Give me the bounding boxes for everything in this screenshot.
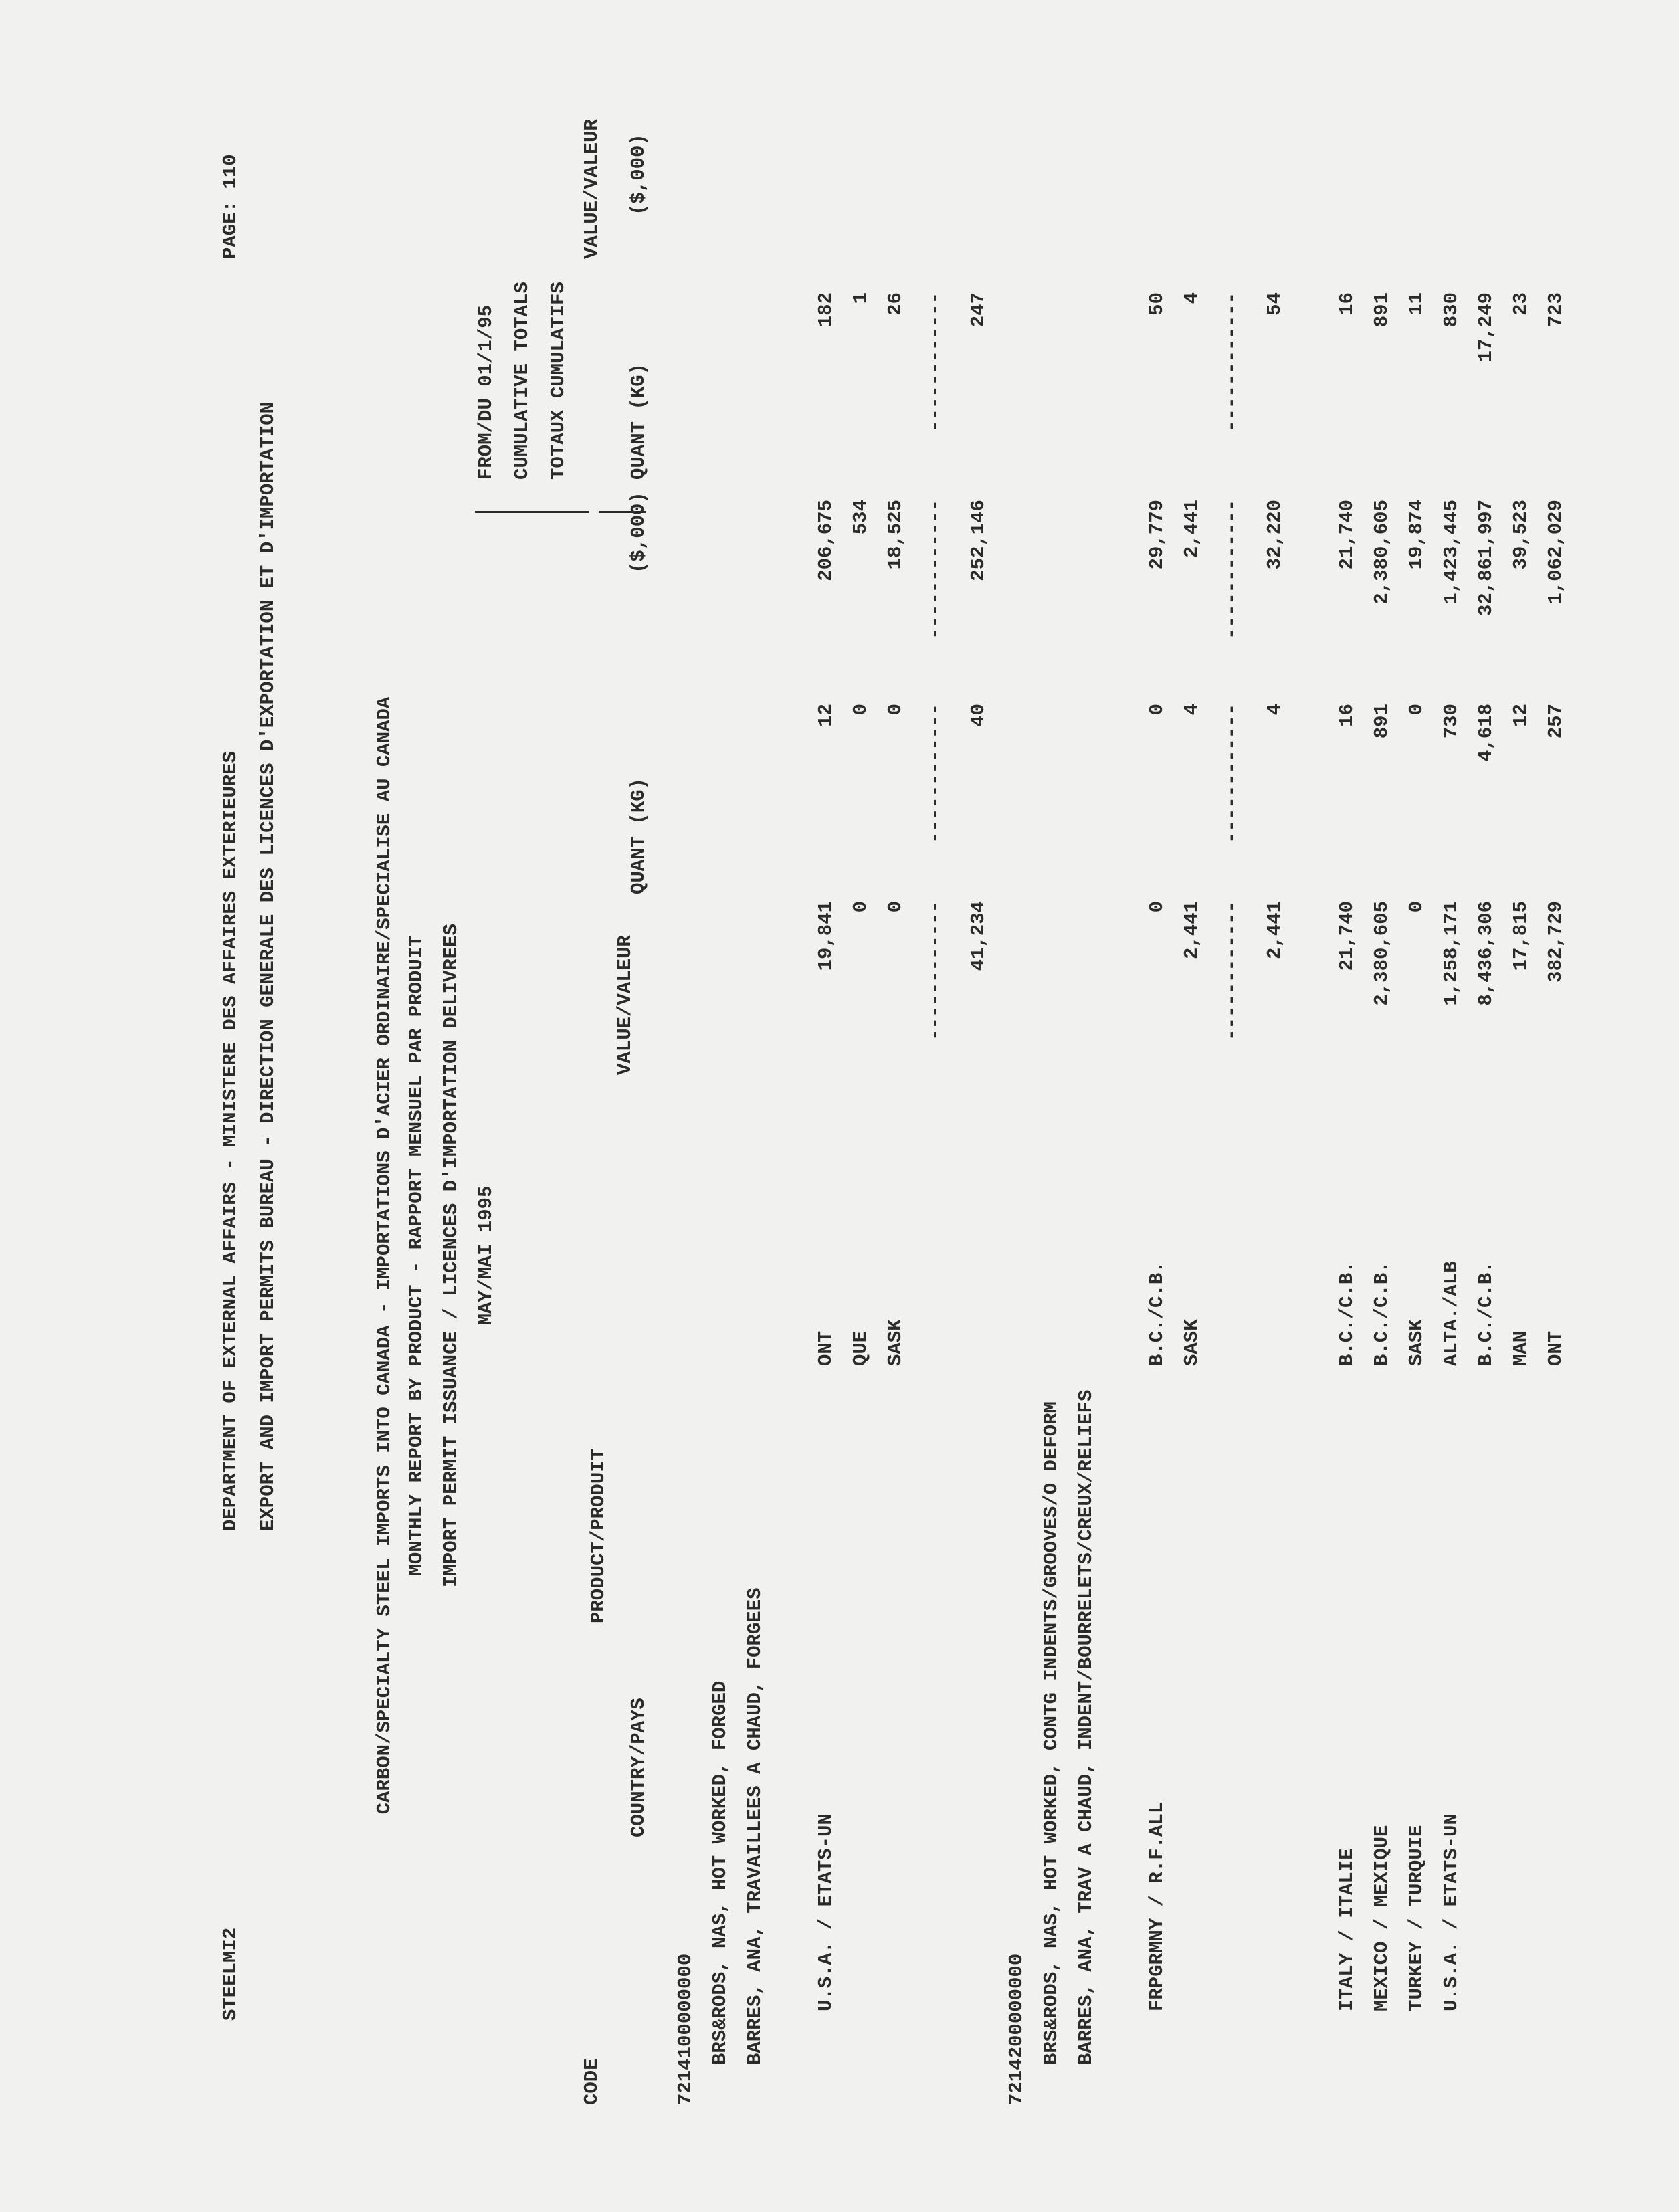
cumulative-quantity-cell: 21,740 — [1336, 500, 1358, 570]
separator: ------------ — [924, 704, 947, 843]
cumulative-value-cell: 830 — [1440, 292, 1462, 328]
cumulative-quantity-cell: 252,146 — [967, 500, 989, 581]
bureau-line: EXPORT AND IMPORT PERMITS BUREAU - DIRECTION GENERALE DES LICENCES D'EXPORTATION ET D'IMPORTATION — [257, 401, 279, 1531]
quantity-cell: 2,380,605 — [1371, 901, 1393, 1006]
separator: ------------ — [1221, 704, 1243, 843]
section-description-en: BRS&RODS, NAS, HOT WORKED, FORGED — [709, 1680, 731, 2065]
report-id: STEELMI2 — [219, 1927, 241, 2021]
value-cell: 4,618 — [1475, 704, 1497, 763]
cumulative-quantity-cell: 32,861,997 — [1475, 500, 1497, 617]
cumulative-quantity-cell: 1,062,029 — [1545, 500, 1567, 605]
quantity-cell: 2,441 — [1264, 901, 1286, 960]
value-cell: 730 — [1440, 704, 1462, 739]
separator: ------------ — [1221, 901, 1243, 1041]
cumulative-value-cell: 54 — [1264, 292, 1286, 316]
country-cell: MEXICO / MEXIQUE — [1371, 1825, 1393, 2011]
value-cell: 0 — [884, 704, 906, 716]
country-cell: TURKEY / TURQUIE — [1405, 1825, 1427, 2011]
province-cell: QUE — [850, 1330, 872, 1366]
cumulative-value-cell: 26 — [884, 292, 906, 316]
separator: ------------ — [924, 901, 947, 1041]
cumulative-value-cell: 1 — [850, 292, 872, 304]
province-cell: B.C./C.B. — [1336, 1261, 1358, 1366]
cumulative-quantity-cell: 29,779 — [1146, 500, 1168, 570]
quantity-cell: 17,815 — [1510, 901, 1532, 971]
country-cell: ITALY / ITALIE — [1336, 1848, 1358, 2011]
section-description-fr: BARRES, ANA, TRAVAILLEES A CHAUD, FORGEES — [744, 1587, 766, 2065]
cumulative-value-cell: 50 — [1146, 292, 1168, 316]
quantity-cell: 21,740 — [1336, 901, 1358, 971]
col-country: COUNTRY/PAYS — [627, 1698, 650, 1837]
quantity-cell: 0 — [850, 901, 872, 913]
province-cell: SASK — [884, 1319, 906, 1366]
separator: ------------ — [1221, 500, 1243, 639]
cumulative-value-cell: 247 — [967, 292, 989, 328]
value-cell: 4 — [1181, 704, 1203, 716]
col-unit-cumulative: ($,000) — [627, 134, 650, 215]
report-period: MAY/MAI 1995 — [475, 1185, 497, 1326]
value-cell: 257 — [1545, 704, 1567, 739]
cumulative-value-cell: 891 — [1371, 292, 1393, 328]
cumulative-value-cell: 17,249 — [1475, 292, 1497, 363]
quantity-cell: 41,234 — [967, 901, 989, 971]
value-cell: 16 — [1336, 704, 1358, 727]
cumulative-quantity-cell: 32,220 — [1264, 500, 1286, 570]
cumulative-quantity-cell: 206,675 — [815, 500, 837, 581]
cumulative-quantity-cell: 39,523 — [1510, 500, 1532, 570]
value-cell: 12 — [1510, 704, 1532, 727]
section-code: 7214200000000 — [1005, 1953, 1027, 2105]
cumulative-value-cell: 16 — [1336, 292, 1358, 316]
cumulative-value-cell: 4 — [1181, 292, 1203, 304]
value-cell: 40 — [967, 704, 989, 727]
col-value-month: VALUE/VALEUR — [614, 935, 636, 1075]
province-cell: MAN — [1510, 1330, 1532, 1366]
cumulative-quantity-cell: 1,423,445 — [1440, 500, 1462, 605]
province-cell: B.C./C.B. — [1371, 1261, 1393, 1366]
cumulative-quantity-cell: 19,874 — [1405, 500, 1427, 570]
report-subtitle-2: IMPORT PERMIT ISSUANCE / LICENCES D'IMPORTATION DELIVREES — [440, 924, 462, 1587]
cumulative-value-cell: 182 — [815, 292, 837, 328]
province-cell: ONT — [815, 1330, 837, 1366]
cumulative-en: CUMULATIVE TOTALS — [511, 282, 533, 480]
section-code: 7214100000000 — [674, 1953, 696, 2105]
province-cell: SASK — [1181, 1319, 1203, 1366]
value-cell: 0 — [850, 704, 872, 716]
page-number: PAGE: 110 — [219, 154, 241, 259]
quantity-cell: 382,729 — [1545, 901, 1567, 983]
province-cell: B.C./C.B. — [1146, 1261, 1168, 1366]
col-unit-month: ($,000) — [627, 492, 650, 573]
province-cell: ONT — [1545, 1330, 1567, 1366]
col-value-cumulative: VALUE/VALEUR — [581, 119, 603, 259]
cumulative-quantity-cell: 2,441 — [1181, 500, 1203, 559]
cumulative-quantity-cell: 534 — [850, 500, 872, 535]
quantity-cell: 19,841 — [815, 901, 837, 971]
country-cell: U.S.A. / ETATS-UN — [1440, 1813, 1462, 2011]
cumulative-quantity-cell: 2,380,605 — [1371, 500, 1393, 605]
value-cell: 0 — [1405, 704, 1427, 716]
separator: ------------ — [924, 500, 947, 639]
quantity-cell: 2,441 — [1181, 901, 1203, 960]
cumulative-value-cell: 23 — [1510, 292, 1532, 316]
section-description-fr: BARRES, ANA, TRAV A CHAUD, INDENT/BOURRELETS/CREUX/RELIEFS — [1075, 1389, 1097, 2065]
country-cell: FRPGRMNY / R.F.ALL — [1146, 1801, 1168, 2011]
col-quant-month: QUANT (KG) — [627, 777, 650, 894]
col-quant-cumulative: QUANT (KG) — [627, 363, 650, 480]
quantity-cell: 1,258,171 — [1440, 901, 1462, 1006]
cumulative-fr: TOTAUX CUMULATIFS — [547, 282, 569, 480]
col-product: PRODUCT/PRODUIT — [587, 1448, 609, 1623]
province-cell: B.C./C.B. — [1475, 1261, 1497, 1366]
report-title: CARBON/SPECIALTY STEEL IMPORTS INTO CANADA - IMPORTATIONS D'ACIER ORDINAIRE/SPECIALISE AU CANADA — [373, 696, 395, 1815]
cumulative-value-cell: 723 — [1545, 292, 1567, 328]
report-subtitle: MONTHLY REPORT BY PRODUCT - RAPPORT MENSUEL PAR PRODUIT — [405, 935, 427, 1576]
separator: ------------ — [924, 292, 947, 432]
section-description-en: BRS&RODS, NAS, HOT WORKED, CONTG INDENTS/GROOVES/O DEFORM — [1040, 1401, 1062, 2065]
column-divider — [475, 511, 589, 513]
value-cell: 12 — [815, 704, 837, 727]
value-cell: 4 — [1264, 704, 1286, 716]
country-cell: U.S.A. / ETATS-UN — [815, 1813, 837, 2011]
quantity-cell: 0 — [1405, 901, 1427, 913]
quantity-cell: 0 — [884, 901, 906, 913]
separator: ------------ — [1221, 292, 1243, 432]
cumulative-quantity-cell: 18,525 — [884, 500, 906, 570]
quantity-cell: 8,436,306 — [1475, 901, 1497, 1006]
province-cell: ALTA./ALB — [1440, 1261, 1462, 1366]
from-date: FROM/DU 01/1/95 — [475, 304, 497, 480]
province-cell: SASK — [1405, 1319, 1427, 1366]
department-line: DEPARTMENT OF EXTERNAL AFFAIRS - MINISTERE DES AFFAIRES EXTERIEURES — [219, 751, 241, 1531]
quantity-cell: 0 — [1146, 901, 1168, 913]
value-cell: 0 — [1146, 704, 1168, 716]
cumulative-value-cell: 11 — [1405, 292, 1427, 316]
col-code: CODE — [581, 2058, 603, 2105]
value-cell: 891 — [1371, 704, 1393, 739]
